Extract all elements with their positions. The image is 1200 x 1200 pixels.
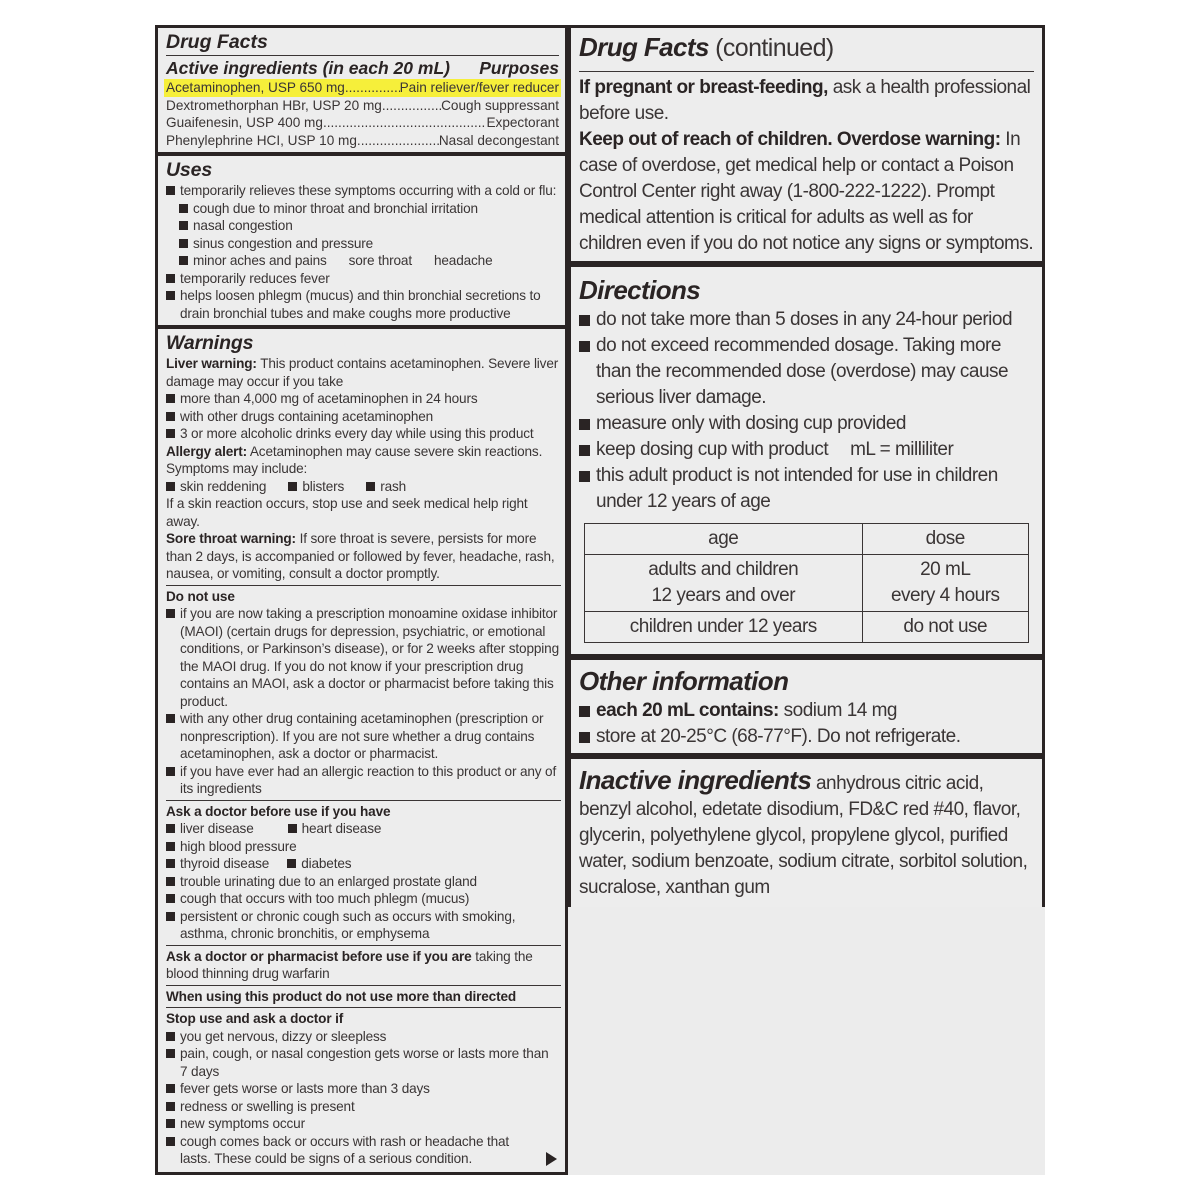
list-item (166, 252, 559, 270)
continue-arrow-icon (546, 1152, 557, 1166)
list-item-text: cough comes back or occurs with rash or headache that lasts. These could be signs of a serious condition. (180, 1133, 510, 1166)
list-item (579, 437, 1036, 463)
list-item-label: each 20 mL contains: (596, 700, 779, 721)
bullet-square-icon (166, 429, 175, 438)
when-using-heading: When using this product do not use more than directed (166, 988, 517, 1004)
list-item-text: cough due to minor throat and bronchial irritation (193, 200, 478, 216)
list-item-text: temporarily relieves these symptoms occurring with a cold or flu: (180, 183, 557, 198)
list-item (166, 1045, 559, 1080)
bullet-square-icon (166, 291, 175, 300)
bullet-square-icon (579, 445, 590, 456)
bullet-square-icon (166, 482, 175, 491)
drug-facts-label (155, 25, 1045, 1175)
list-item (166, 873, 559, 891)
active-ingredients-box (158, 28, 565, 152)
cell-line: adults and children (648, 559, 799, 580)
list-item-text: measure only with dosing cup provided (596, 413, 906, 434)
list-item-text: sore throat (348, 253, 412, 268)
continued-title (579, 30, 1036, 69)
ingredient-name: Acetaminophen, USP 650 mg (166, 80, 345, 95)
drug-facts-right-column (568, 25, 1045, 962)
bullet-square-icon (579, 341, 590, 352)
ingredient-name: Phenylephrine HCI, USP 10 mg (166, 132, 357, 148)
bullet-square-icon (288, 482, 297, 491)
bullet-square-icon (179, 256, 188, 265)
bullet-square-icon (179, 221, 188, 230)
table-header-row (585, 524, 1029, 555)
warnings-heading: Warnings (166, 332, 254, 354)
list-item-text: new symptoms occur (180, 1116, 305, 1131)
keep-out-text: In case of overdose, get medical help or contact a Poison Control Center right away (1-800-222-1222). Prompt medical attention is critical for adults as well as for children even if you do not notice any signs or symptoms. (579, 129, 1034, 254)
table-row (585, 612, 1029, 643)
divider (166, 985, 561, 986)
list-item-text: skin reddening (180, 478, 267, 494)
list-item-text: if you have ever had an allergic reaction to this product or any of its ingredients (180, 763, 557, 796)
active-ingredients-heading: Active ingredients (in each 20 mL) (166, 58, 450, 78)
ingredient-row (164, 79, 561, 97)
list-item (166, 1028, 559, 1046)
allergy-alert-text: Acetaminophen may cause severe skin reactions. Symptoms may include: (166, 443, 543, 476)
bullet-square-icon (166, 859, 175, 868)
list-item-text: diabetes (301, 856, 352, 871)
leader-dots (357, 132, 439, 150)
list-item-text: this adult product is not intended for use in children under 12 years of age (596, 465, 998, 512)
bullet-square-icon (579, 315, 590, 326)
sore-throat-label: Sore throat warning: (166, 531, 296, 546)
table-cell-age (585, 555, 863, 612)
ingredient-name: Guaifenesin, USP 400 mg (166, 115, 323, 130)
list-item (166, 890, 559, 908)
list-item-text: store at 20-25°C (68-77°F). Do not refrigerate. (596, 726, 961, 747)
drug-facts-title: Drug Facts (166, 31, 268, 53)
cell-line: 12 years and over (651, 585, 796, 606)
list-item-text: sodium 14 mg (778, 700, 898, 721)
list-item-text: do not take more than 5 doses in any 24-hour period (596, 309, 1013, 330)
list-item (579, 307, 1036, 333)
bullet-square-icon (166, 609, 175, 618)
ask-pharmacist (166, 948, 559, 983)
list-item-text: headache (433, 253, 493, 268)
bullet-square-icon (166, 274, 175, 283)
list-item-text: cough that occurs with too much phlegm (mucus) (180, 891, 470, 906)
pregnant-text: ask a health professional before use. (579, 77, 1031, 124)
ingredient-row (164, 97, 561, 115)
list-item (579, 724, 1036, 750)
table-cell-age: children under 12 years (585, 612, 863, 643)
table-cell-dose: do not use (862, 612, 1028, 643)
list-item-text: more than 4,000 mg of acetaminophen in 24 hours (180, 391, 478, 406)
list-item-text: rash (380, 478, 407, 494)
active-ingredients-header (166, 57, 559, 79)
list-item-text: with other drugs containing acetaminophen (180, 408, 434, 424)
bullet-square-icon (166, 767, 175, 776)
directions-box (571, 267, 1042, 654)
bullet-square-icon (579, 471, 590, 482)
ask-pharmacist-text: taking the blood thinning drug warfarin (166, 948, 533, 981)
list-item-text: nasal congestion (193, 218, 293, 233)
list-item (166, 425, 559, 443)
cell-line: every 4 hours (890, 585, 1000, 606)
inactive-ingredients-heading: Inactive ingredients (579, 765, 812, 795)
blank-area (568, 907, 1045, 1175)
pregnant-label: If pregnant or breast-feeding, (579, 77, 828, 98)
list-item-text: 3 or more alcoholic drinks every day while using this product (180, 426, 534, 441)
table-row (585, 555, 1029, 612)
bullet-square-icon (166, 1032, 175, 1041)
bullet-square-icon (166, 1084, 175, 1093)
list-item (579, 411, 1036, 437)
list-item (166, 287, 559, 322)
list-item-text: helps loosen phlegm (mucus) and thin bronchial secretions to drain bronchial tubes and make coughs more productive (180, 288, 541, 321)
list-item-text: redness or swelling is present (180, 1098, 355, 1114)
pregnant-warning (579, 75, 1036, 127)
table-header-dose: dose (862, 524, 1028, 555)
divider (166, 1007, 561, 1008)
ask-doctor-heading: Ask a doctor before use if you have (166, 803, 391, 819)
leader-dots (323, 114, 487, 132)
list-item-text: mL = milliliter (850, 439, 954, 460)
liver-warning (166, 355, 559, 390)
ingredient-name: Dextromethorphan HBr, USP 20 mg (166, 97, 382, 113)
bullet-square-icon (179, 239, 188, 248)
leader-dots (382, 97, 441, 115)
list-item (166, 270, 559, 288)
list-item (166, 605, 559, 710)
bullet-square-icon (166, 1119, 175, 1128)
list-item (166, 235, 559, 253)
bullet-square-icon (166, 842, 175, 851)
list-item (166, 763, 559, 798)
list-item (166, 390, 559, 408)
purposes-heading: Purposes (479, 58, 559, 78)
uses-box (158, 156, 565, 325)
allergy-alert-label: Allergy alert: (166, 443, 248, 459)
list-item (166, 1098, 559, 1116)
directions-heading: Directions (579, 275, 701, 305)
bullet-square-icon (166, 1102, 175, 1111)
other-information-box (571, 660, 1042, 753)
bullet-square-icon (579, 706, 590, 717)
list-item (579, 333, 1036, 411)
bullet-square-icon (288, 824, 297, 833)
list-item (579, 463, 1036, 515)
list-item-text: temporarily reduces fever (180, 270, 330, 286)
list-item-text: trouble urinating due to an enlarged prostate gland (180, 873, 477, 889)
list-item (166, 710, 559, 763)
bullet-square-icon (166, 894, 175, 903)
list-item-text: persistent or chronic cough such as occurs with smoking, asthma, chronic bronchitis, or emphysema (180, 908, 516, 941)
keep-out-label: Keep out of reach of children. Overdose warning: (579, 129, 1001, 150)
list-item (166, 1133, 559, 1168)
list-item-text: fever gets worse or lasts more than 3 days (180, 1081, 430, 1096)
list-item (579, 698, 1036, 724)
list-item (166, 908, 559, 943)
list-item-text: heart disease (301, 821, 382, 836)
list-item-text: sinus congestion and pressure (193, 235, 374, 251)
continued-title-main: Drug Facts (579, 32, 709, 62)
divider (166, 800, 561, 801)
list-item (166, 838, 559, 856)
bullet-square-icon (179, 204, 188, 213)
dosage-table (584, 523, 1029, 643)
cell-line: 20 mL (920, 559, 971, 580)
list-item-text: high blood pressure (180, 838, 297, 854)
allergy-symptoms (166, 478, 559, 496)
allergy-after-text: If a skin reaction occurs, stop use and seek medical help right away. (166, 496, 528, 529)
list-item-text: minor aches and pains (193, 253, 327, 268)
divider (166, 585, 561, 586)
bullet-square-icon (166, 1049, 175, 1058)
ingredient-row (164, 114, 561, 132)
bullet-square-icon (166, 412, 175, 421)
list-item-text: you get nervous, dizzy or sleepless (180, 1028, 387, 1044)
table-cell-dose (862, 555, 1028, 612)
continued-title-suffix: (continued) (708, 34, 834, 62)
allergy-alert (166, 443, 559, 478)
continued-box (571, 28, 1042, 261)
list-item-text: liver disease (180, 821, 254, 836)
list-item (166, 1080, 559, 1098)
uses-heading: Uses (166, 159, 213, 181)
sore-throat-warning (166, 530, 559, 583)
other-information-heading: Other information (579, 666, 789, 696)
list-item-text: with any other drug containing acetaminophen (prescription or nonprescription). If you are not sure whether a drug contains acetaminophen, ask a doctor or pharmacist. (180, 711, 544, 761)
list-item (166, 182, 559, 200)
warnings-box (158, 329, 565, 1172)
list-item (166, 200, 559, 218)
liver-warning-label: Liver warning: (166, 356, 257, 371)
ingredient-purpose: Cough suppressant (441, 97, 559, 113)
list-item (166, 408, 559, 426)
bullet-square-icon (166, 394, 175, 403)
ask-pharmacist-label: Ask a doctor or pharmacist before use if you are (166, 948, 472, 964)
bullet-square-icon (287, 859, 296, 868)
divider (579, 71, 1034, 72)
inactive-ingredients-box (571, 759, 1042, 909)
sore-throat-text: If sore throat is severe, persists for more than 2 days, is accompanied or followed by fever, headache, rash, nausea, or vomiting, consult a doctor promptly. (166, 531, 555, 581)
ingredient-purpose: Nasal decongestant (438, 132, 559, 148)
bullet-square-icon (579, 419, 590, 430)
drug-facts-left-column (155, 25, 568, 1175)
bullet-square-icon (579, 732, 590, 743)
bullet-square-icon (166, 912, 175, 921)
ingredient-row (164, 132, 561, 150)
list-item (166, 1115, 559, 1133)
list-item (166, 855, 559, 873)
table-header-age: age (585, 524, 863, 555)
liver-warning-text: This product contains acetaminophen. Severe liver damage may occur if you take (166, 356, 559, 389)
bullet-square-icon (166, 1137, 175, 1146)
list-item-text: keep dosing cup with product (596, 439, 829, 460)
divider (166, 55, 559, 56)
do-not-use-heading: Do not use (166, 588, 235, 604)
bullet-square-icon (166, 714, 175, 723)
bullet-square-icon (166, 877, 175, 886)
inactive-ingredients-text: anhydrous citric acid, benzyl alcohol, edetate disodium, FD&C red #40, flavor, glycerin, polyethylene glycol, propylene glycol, purified water, sodium benzoate, sodium citrate, sorbitol solution, sucralose, xanthan gum (579, 773, 1028, 898)
list-item-text: thyroid disease (180, 856, 270, 871)
stop-use-heading: Stop use and ask a doctor if (166, 1011, 344, 1026)
list-item-text: do not exceed recommended dosage. Taking more than the recommended dose (overdose) may cause serious liver damage. (596, 335, 1009, 408)
list-item (166, 217, 559, 235)
ingredient-purpose: Pain reliever/fever reducer (399, 80, 559, 95)
divider (166, 945, 561, 946)
keep-out-warning (579, 127, 1036, 257)
list-item-text: blisters (302, 478, 345, 494)
bullet-square-icon (166, 824, 175, 833)
list-item (166, 820, 559, 838)
bullet-square-icon (166, 186, 175, 195)
ingredient-purpose: Expectorant (486, 115, 559, 130)
list-item-text: pain, cough, or nasal congestion gets worse or lasts more than 7 days (180, 1046, 549, 1079)
leader-dots (345, 79, 400, 97)
bullet-square-icon (366, 482, 375, 491)
list-item-text: if you are now taking a prescription monoamine oxidase inhibitor (MAOI) (certain drugs for depression, psychiatric, or emotional conditions, or Parkinson’s disease), or for 2 weeks after stopping the MAOI drug. If you do not know if your prescription drug contains an MAOI, ask a doctor or pharmacist before taking this product. (180, 606, 559, 709)
